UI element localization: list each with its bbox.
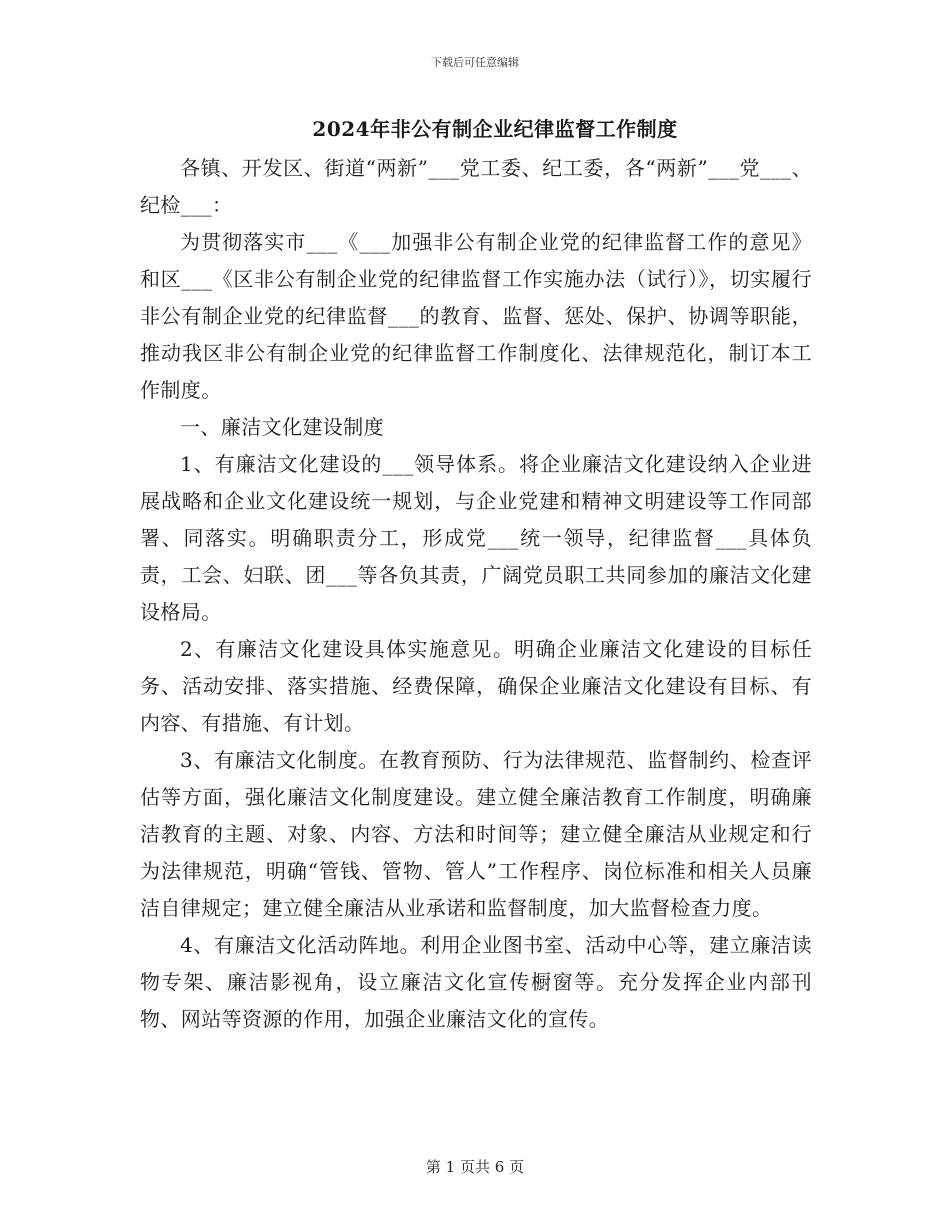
- document-body: [140, 150, 812, 1038]
- paragraph-item-4: 4、有廉洁文化活动阵地。利用企业图书室、活动中心等，建立廉洁读物专架、廉洁影视角，设立廉洁文化宣传橱窗等。充分发挥企业内部刊物、网站等资源的作用，加强企业廉洁文化的宣传。: [140, 933, 812, 1031]
- page-header-note: 下载后可任意编辑: [431, 56, 519, 69]
- paragraph-salutation: 各镇、开发区、街道“两新”___党工委、纪工委，各“两新”___党___、纪检___：: [140, 156, 812, 217]
- paragraph-item-2: 2、有廉洁文化建设具体实施意见。明确企业廉洁文化建设的目标任务、活动安排、落实措施、经费保障，确保企业廉洁文化建设有目标、有内容、有措施、有计划。: [140, 637, 812, 735]
- paragraph-item-3: 3、有廉洁文化制度。在教育预防、行为法律规范、监督制约、检查评估等方面，强化廉洁文化制度建设。建立健全廉洁教育工作制度，明确廉洁教育的主题、对象、内容、方法和时间等；建立健全廉洁从业规定和行为法律规范，明确“管钱、管物、管人”工作程序、岗位标准和相关人员廉洁自律规定；建立健全廉洁从业承诺和监督制度，加大监督检查力度。: [140, 748, 812, 920]
- paragraph-intro: 为贯彻落实市___《___加强非公有制企业党的纪律监督工作的意见》和区___《区非公有制企业党的纪律监督工作实施办法（试行）》，切实履行非公有制企业党的纪律监督___的教育、监督、惩处、保护、协调等职能，推动我区非公有制企业党的纪律监督工作制度化、法律规范化，制订本工作制度。: [140, 230, 812, 402]
- document-title: 2024年非公有制企业纪律监督工作制度: [312, 117, 678, 141]
- paragraph-item-1: 1、有廉洁文化建设的___领导体系。将企业廉洁文化建设纳入企业进展战略和企业文化建设统一规划，与企业党建和精神文明建设等工作同部署、同落实。明确职责分工，形成党___统一领导，纪律监督___具体负责，工会、妇联、团___等各负其责，广阔党员职工共同参加的廉洁文化建设格局。: [140, 452, 812, 624]
- section-heading: 一、廉洁文化建设制度: [180, 415, 384, 439]
- page-number: 第 1 页共 6 页: [425, 1158, 525, 1176]
